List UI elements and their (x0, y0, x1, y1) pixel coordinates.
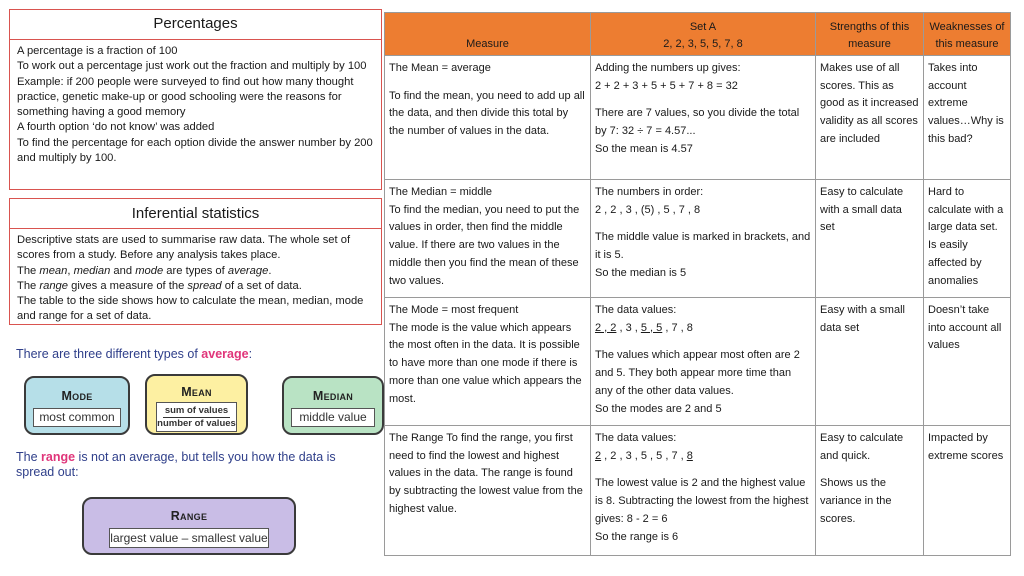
median-strengths-cell: Easy to calculate with a small data set (816, 180, 924, 298)
inferential-line: Descriptive stats are used to summarise raw data. The whole set of scores from a study. Before any analysis takes place. (17, 234, 351, 262)
mean-strengths-cell: Makes use of all scores. This as good as it increased validity as all scores are included (816, 56, 924, 180)
table-header-row (385, 13, 1011, 56)
percentages-line: To work out a percentage just work out the fraction and multiply by 100 (17, 60, 367, 73)
table-row-median (385, 180, 1011, 298)
median-card-value: middle value (291, 408, 375, 427)
averages-heading: There are three different types of average: (16, 347, 253, 361)
mean-card (145, 374, 248, 435)
mean-numerator: sum of values (164, 405, 229, 416)
range-strengths-cell: Easy to calculate and quick. Shows us the variance in the scores. (816, 426, 924, 556)
range-weaknesses-cell: Impacted by extreme scores (924, 426, 1011, 556)
inferential-line: The mean, median and mode are types of average. (17, 264, 272, 277)
median-measure-cell: The Median = middle To find the median, you need to put the values in order, then find the middle value. If there are two values in the middle then you find the mean of these two values. (385, 180, 591, 298)
table-row-range (385, 426, 1011, 556)
range-measure-cell: The Range To find the range, you first need to find the lowest and highest values in the data. The range is found by subtracting the lowest value from the highest value. (385, 426, 591, 556)
mean-fraction (156, 402, 237, 432)
range-set-cell: The data values: 2 , 2 , 3 , 5 , 5 , 7 , 8 The lowest value is 2 and the highest value is 8. Subtracting the lowest from the highest gives: 8 - 2 = 6 So the range is 6 (591, 426, 816, 556)
table-row-mean (385, 56, 1011, 180)
percentages-title: Percentages (10, 10, 381, 40)
mean-weaknesses-cell: Takes into account extreme values…Why is this bad? (924, 56, 1011, 180)
header-measure: Measure (385, 13, 591, 56)
mean-set-cell: Adding the numbers up gives: 2 + 2 + 3 + 5 + 5 + 7 + 8 = 32 There are 7 values, so you divide the total by 7: 32 ÷ 7 = 4.57... So the mean is 4.57 (591, 56, 816, 180)
inferential-box (9, 198, 382, 325)
mode-weaknesses-cell: Doesn’t take into account all values (924, 298, 1011, 426)
mean-denominator: number of values (157, 418, 236, 429)
inferential-text (10, 229, 381, 329)
measures-table (384, 12, 1011, 556)
mode-set-cell: The data values: 2 , 2 , 3 , 5 , 5 , 7 , 8 The values which appear most often are 2 and 5. They both appear more time than any of the other data values. So the modes are 2 and 5 (591, 298, 816, 426)
header-weaknesses: Weaknesses of this measure (924, 13, 1011, 56)
percentages-box (9, 9, 382, 190)
percentages-line: To find the percentage for each option divide the answer number by 200 and multiply by 100. (17, 136, 373, 165)
inferential-line: The table to the side shows how to calculate the mean, median, mode and range for a set of data. (17, 295, 364, 323)
mean-card-title: Mean (181, 385, 212, 399)
mode-measure-cell: The Mode = most frequent The mode is the value which appears the most often in the data. It is possible to have more than one mode if there is more than one value which appears the most. (385, 298, 591, 426)
median-set-cell: The numbers in order: 2 , 2 , 3 , (5) , 5 , 7 , 8 The middle value is marked in brackets, and it is 5. So the median is 5 (591, 180, 816, 298)
mode-card (24, 376, 130, 435)
range-card (82, 497, 296, 555)
inferential-title: Inferential statistics (10, 199, 381, 229)
table-row-mode (385, 298, 1011, 426)
inferential-line: The range gives a measure of the spread of a set of data. (17, 279, 302, 292)
percentages-line: A percentage is a fraction of 100 (17, 45, 178, 57)
range-card-value: largest value – smallest value (109, 528, 269, 548)
mode-card-title: Mode (61, 389, 93, 403)
range-card-title: Range (170, 509, 208, 523)
header-strengths: Strengths of this measure (816, 13, 924, 56)
median-card (282, 376, 384, 435)
mean-measure-cell: The Mean = average To find the mean, you need to add up all the data, and then divide this total by the number of values in the data. (385, 56, 591, 180)
header-set-a: Set A 2, 2, 3, 5, 5, 7, 8 (591, 13, 816, 56)
percentages-text (10, 40, 381, 170)
percentages-line: A fourth option ‘do not know’ was added (17, 121, 215, 134)
percentages-line: Example: if 200 people were surveyed to find out how many thought practice, genetic make-up or good schooling were the reasons for something having a good memory (17, 75, 354, 119)
mode-strengths-cell: Easy with a small data set (816, 298, 924, 426)
median-weaknesses-cell: Hard to calculate with a large data set. Is easily affected by anomalies (924, 180, 1011, 298)
median-card-title: Median (312, 389, 354, 403)
mode-card-value: most common (33, 408, 121, 427)
range-heading: The range is not an average, but tells you how the data is spread out: (16, 450, 336, 479)
